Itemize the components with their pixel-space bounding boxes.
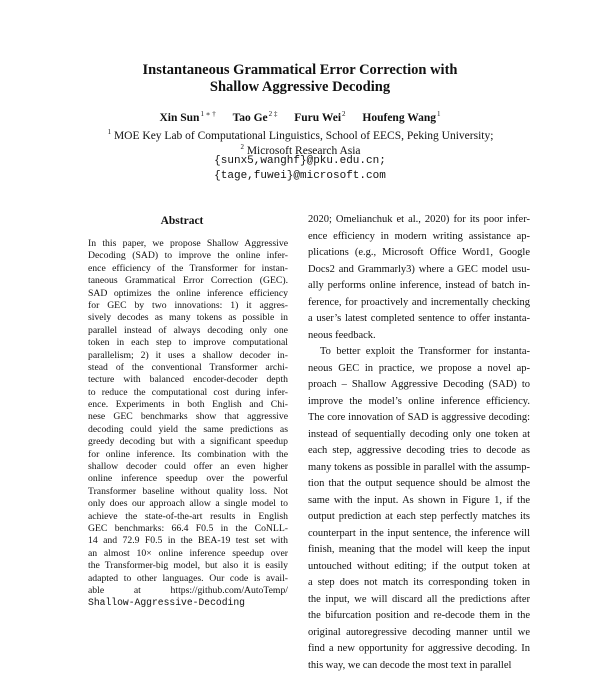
author-superscript: 2	[342, 110, 346, 118]
text-line: taneous Grammatical Error Correction (GEC).	[88, 275, 288, 287]
email-line-2: {tage,fuwei}@microsoft.com	[0, 170, 600, 182]
affiliation-superscript: 1	[108, 128, 112, 136]
text-line: sively decodes as many tokens as possible in	[88, 312, 288, 324]
text-line: ference, for proactively and incrementally checking	[308, 295, 530, 312]
text-line: find a new opportunity for aggressive decoding. In	[308, 641, 530, 658]
text-line: 2020; Omelianchuk et al., 2020) for its poor infer-	[308, 212, 530, 229]
author	[362, 112, 440, 124]
text-line: To better exploit the Transformer for instanta-	[308, 344, 530, 361]
text-line: ally performs online inference, instead of batch in-	[308, 278, 530, 295]
text-line: token in each step to improve computational	[88, 337, 288, 349]
text-line: plications (e.g., Microsoft Office Word1, Google	[308, 245, 530, 262]
abstract-heading: Abstract	[88, 215, 276, 227]
author	[294, 112, 345, 124]
title-line-1: Instantaneous Grammatical Error Correction with	[0, 62, 600, 79]
text-line: ence efficiency of the Transformer for instan-	[88, 263, 288, 275]
text-line: parallelism; 2) it uses a shallow decoder in-	[88, 350, 288, 362]
text-line: ence. Experiments in both English and Chi-	[88, 399, 288, 411]
text-line: shallow decoder could offer an even higher	[88, 461, 288, 473]
text-line: The core innovation of SAD is aggressive decoding:	[308, 410, 530, 427]
text-line: to reduce the computational cost during infer-	[88, 387, 288, 399]
text-line: neous feedback.	[308, 328, 530, 345]
text-line: Docs2 and Grammarly3) where a GEC model usu-	[308, 262, 530, 279]
text-line: many tokens as possible in parallel with the assump-	[308, 460, 530, 477]
text-line: parallel instead of always decoding only one	[88, 325, 288, 337]
text-line: the Transformer-big model, but also it is easily	[88, 560, 288, 572]
author-name: Houfeng Wang	[362, 112, 436, 124]
text-line: a user’s latest completed sentence to offer instanta-	[308, 311, 530, 328]
email-line-1: {sunx5,wanghf}@pku.edu.cn;	[0, 155, 600, 167]
text-line: for GEC by two innovations: 1) it aggres-	[88, 300, 288, 312]
author-superscript: 1 ∗ †	[200, 110, 215, 118]
text-line: GEC benchmarks: 66.4 F0.5 in the CoNLL-	[88, 523, 288, 535]
text-line: Shallow-Aggressive-Decoding	[88, 597, 288, 609]
text-line: an almost 10× online inference speedup over	[88, 548, 288, 560]
text-line: the input, we will discard all the predictions after	[308, 592, 530, 609]
text-line: each step, aggressive decoding tries to decode as	[308, 443, 530, 460]
text-line: output prediction at each step perfectly matches its	[308, 509, 530, 526]
text-line: SAD optimizes the online inference efficiency	[88, 288, 288, 300]
text-line: Decoding (SAD) to improve the online infer-	[88, 250, 288, 262]
text-line: only does our approach allow a single model to	[88, 498, 288, 510]
abstract-body	[88, 238, 288, 610]
author-name: Tao Ge	[233, 112, 268, 124]
affiliation-text: Microsoft Research Asia	[247, 145, 361, 157]
text-line: for online inference. Its combination with the	[88, 449, 288, 461]
introduction-body	[308, 212, 530, 674]
title-line-2: Shallow Aggressive Decoding	[0, 79, 600, 96]
author-list	[0, 110, 600, 124]
author-name: Xin Sun	[159, 112, 199, 124]
text-line: proach – Shallow Aggressive Decoding (SAD) to	[308, 377, 530, 394]
text-line: improve the model’s online inference efficiency.	[308, 394, 530, 411]
author	[233, 112, 278, 124]
text-line: this way, we can decode the most text in parallel	[308, 658, 530, 674]
text-line: same with the input. As shown in Figure 1, if the	[308, 493, 530, 510]
text-line: greedy decoding but with a significant speedup	[88, 436, 288, 448]
text-line: stead of the conventional Transformer archi-	[88, 362, 288, 374]
text-line: achieve the state-of-the-art results in English	[88, 511, 288, 523]
text-line: counterpart in the input sentence, the inference will	[308, 526, 530, 543]
paper-title	[0, 62, 600, 96]
text-line: ence efficiency in modern writing assistance ap-	[308, 229, 530, 246]
affiliation-superscript: 2	[240, 143, 244, 151]
author-superscript: 1	[437, 110, 441, 118]
text-line: decoding could yield the same predictions as	[88, 424, 288, 436]
text-line: untouched without editing; if the output token at	[308, 559, 530, 576]
text-line: able at https://github.com/AutoTemp/	[88, 585, 288, 597]
text-line: 14 and 72.9 F0.5 in the BEA-19 test set with	[88, 535, 288, 547]
author	[159, 112, 215, 124]
author-superscript: 2 ‡	[269, 110, 278, 118]
text-line: adapted to other languages. Our code is avail-	[88, 573, 288, 585]
text-line: instead of sequentially decoding only one token at	[308, 427, 530, 444]
text-line: neous GEC in practice, we propose a novel ap-	[308, 361, 530, 378]
text-line: In this paper, we propose Shallow Aggressive	[88, 238, 288, 250]
text-line: tion that the output sequence should be almost the	[308, 476, 530, 493]
text-line: original autoregressive decoding manner until we	[308, 625, 530, 642]
text-line: online inference speedup over the powerful	[88, 473, 288, 485]
text-line: the bifurcation position and re-decode them in the	[308, 608, 530, 625]
text-line: tecture with balanced encoder-decoder depth	[88, 374, 288, 386]
text-line: a step does not match its corresponding token in	[308, 575, 530, 592]
affiliation-text: MOE Key Lab of Computational Linguistics, School of EECS, Peking University;	[114, 130, 493, 142]
text-line: nese GEC benchmarks show that aggressive	[88, 411, 288, 423]
text-line: finish, meaning that the model will keep the input	[308, 542, 530, 559]
text-line: Transformer baseline without quality loss. Not	[88, 486, 288, 498]
author-name: Furu Wei	[294, 112, 341, 124]
